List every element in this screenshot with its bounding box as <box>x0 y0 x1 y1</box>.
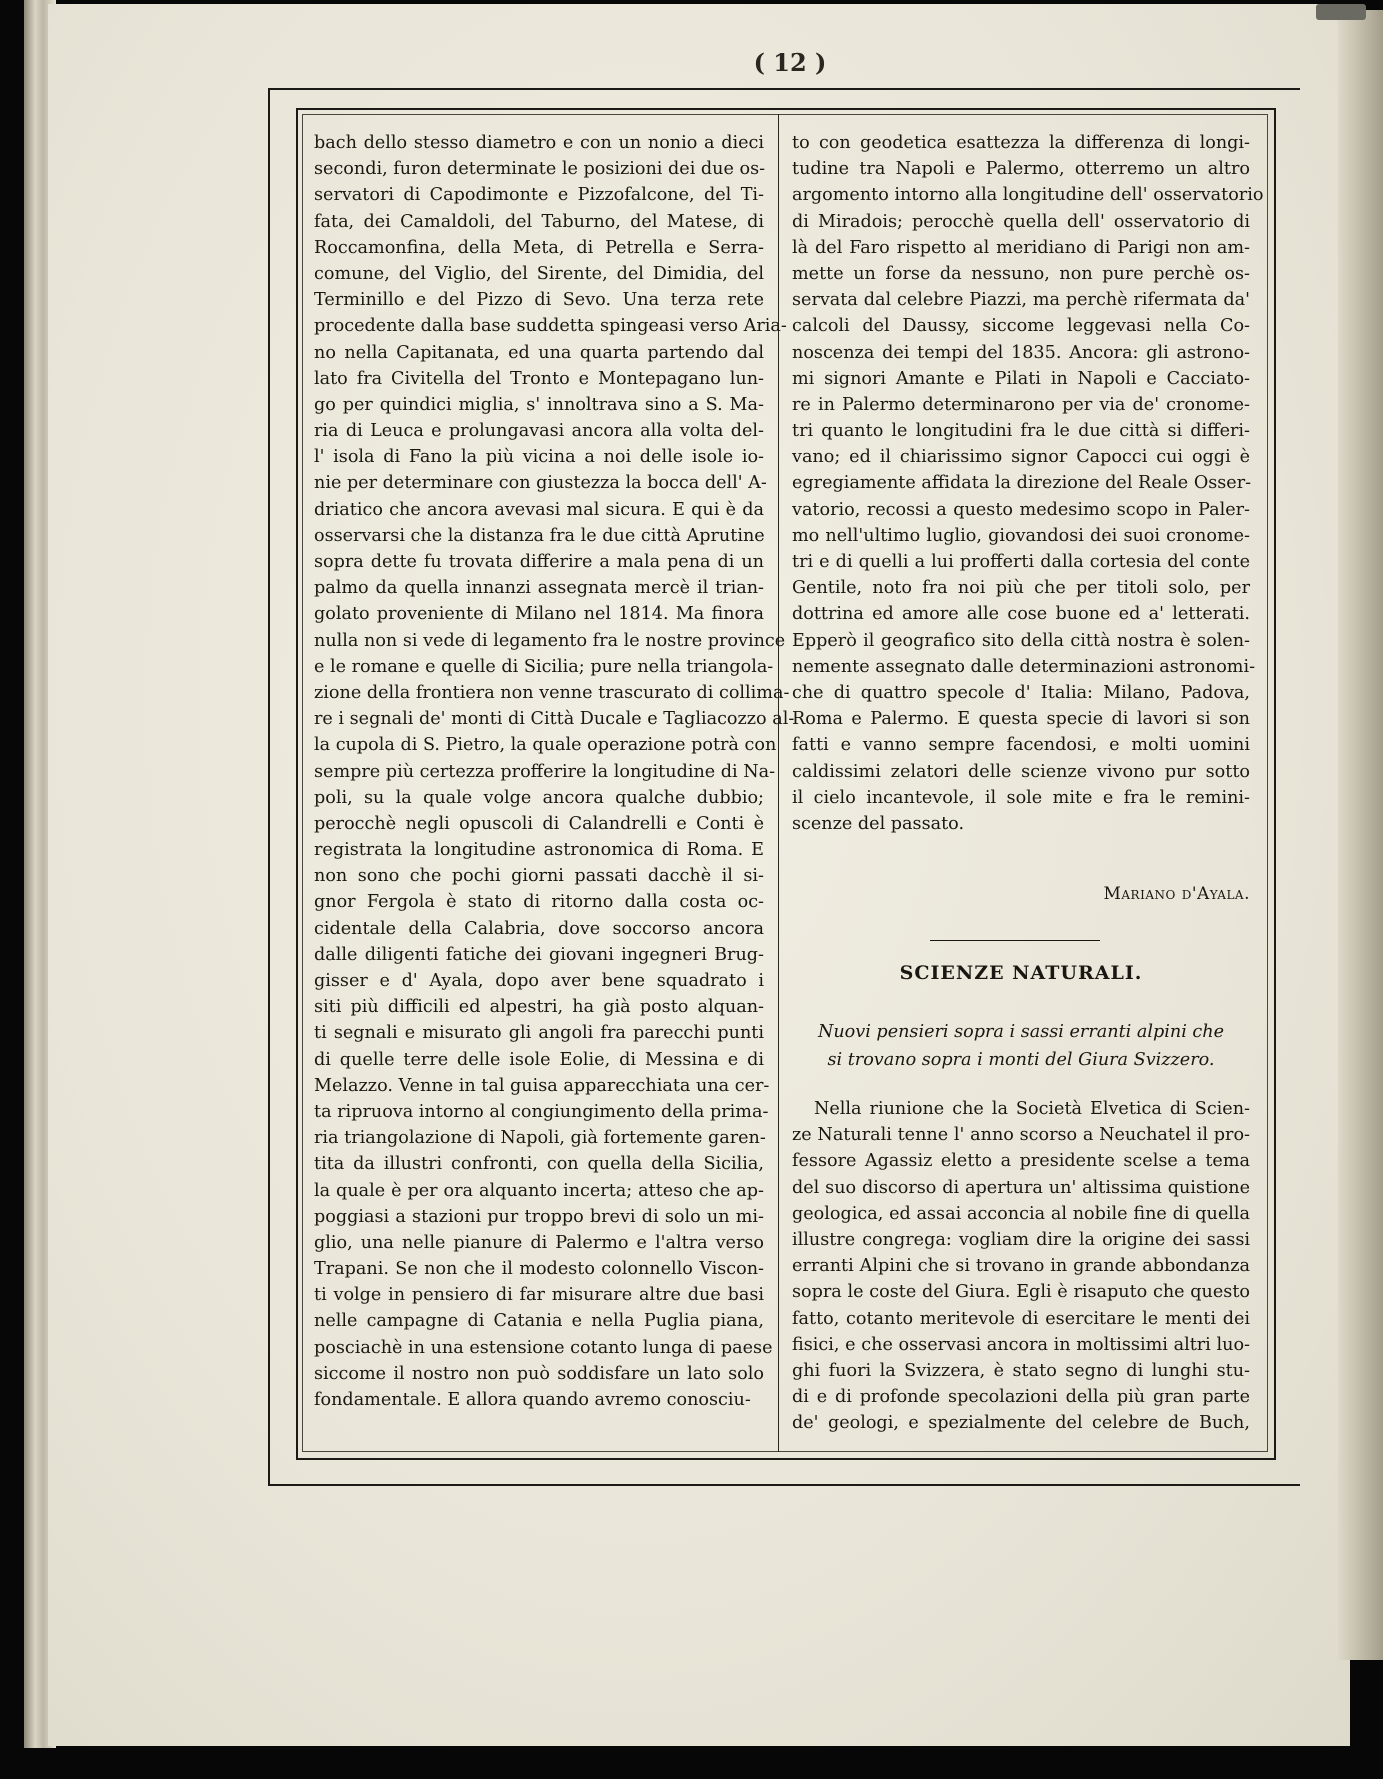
text-line: ta ripruova intorno al congiungimento della prima- <box>314 1101 769 1122</box>
text-line: driatico che ancora avevasi mal sicura. E qui è da <box>314 499 764 520</box>
text-line: di quelle terre delle isole Eolie, di Messina e di <box>314 1049 764 1070</box>
article-title-line: Nuovi pensieri sopra i sassi erranti alpini che <box>817 1022 1225 1042</box>
text-line: fatti e vanno sempre facendosi, e molti uomini <box>792 735 1250 756</box>
article-title <box>792 1018 1250 1074</box>
text-line: illustre congrega: vogliam dire la origine dei sassi <box>792 1229 1250 1250</box>
text-line: noscenza dei tempi del 1835. Ancora: gli astrono- <box>792 342 1250 363</box>
text-line: vano; ed il chiarissimo signor Capocci cui oggi è <box>792 447 1250 468</box>
text-line: Trapani. Se non che il modesto colonnello Viscon- <box>314 1259 764 1280</box>
text-line: re in Palermo determinarono per via de' cronome- <box>792 394 1250 415</box>
text-line: nemente assegnato dalle determinazioni astronomi- <box>792 656 1256 677</box>
text-line: del suo discorso di apertura un' altissima quistione <box>792 1177 1250 1198</box>
text-line: là del Faro rispetto al meridiano di Parigi non am- <box>792 237 1250 258</box>
left-column <box>314 130 795 1413</box>
text-line: mo nell'ultimo luglio, giovandosi dei suoi cronome- <box>792 525 1250 546</box>
text-line: poli, su la quale volge ancora qualche dubbio; <box>314 787 764 808</box>
text-line: siti più difficili ed alpestri, ha già posto alquan- <box>314 997 764 1018</box>
text-line: caldissimi zelatori delle scienze vivono pur sotto <box>792 761 1250 782</box>
text-line: Nella riunione che la Società Elvetica di Scien- <box>814 1099 1250 1119</box>
text-line: fisici, e che osservasi ancora in moltissimi altri luo- <box>792 1334 1250 1355</box>
text-line: dalle diligenti fatiche dei giovani ingegneri Brug- <box>314 944 764 965</box>
facing-page-edge <box>1338 10 1383 1660</box>
text-line: cidentale della Calabria, dove soccorso ancora <box>314 918 764 939</box>
text-line: nie per determinare con giustezza la bocca dell' A- <box>314 473 767 494</box>
column-divider <box>778 114 779 1452</box>
text-line: ria di Leuca e prolungavasi ancora alla volta del- <box>314 421 764 442</box>
text-line: posciachè in una estensione cotanto lunga di paese <box>314 1337 773 1358</box>
text-line: zione della frontiera non venne trascurato di collima- <box>314 682 790 703</box>
text-line: vatorio, recossi a questo medesimo scopo in Paler- <box>792 499 1250 520</box>
author-signature: Mariano d'Ayala. <box>1103 884 1250 904</box>
text-line: tri quanto le longitudini fra le due città si differi- <box>792 421 1250 442</box>
text-line: glio, una nelle pianure di Palermo e l'altra verso <box>314 1232 764 1253</box>
article-title-line: si trovano sopra i monti del Giura Svizzero. <box>827 1050 1215 1070</box>
text-line: non sono che pochi giorni passati dacchè il si- <box>314 866 764 887</box>
text-line: ze Naturali tenne l' anno scorso a Neuchatel il pro- <box>792 1125 1250 1146</box>
text-line: ti segnali e misurato gli angoli fra parecchi punti <box>314 1023 764 1044</box>
text-line: mette un forse da nessuno, non pure perchè os- <box>792 263 1250 284</box>
text-line: Roma e Palermo. E questa specie di lavori si son <box>792 709 1250 730</box>
text-line: re i segnali de' monti di Città Ducale e Tagliacozzo al- <box>314 709 795 730</box>
text-line: procedente dalla base suddetta spingeasi verso Aria- <box>314 316 787 337</box>
right-column <box>792 130 1264 837</box>
article-body <box>792 1096 1250 1436</box>
text-line: sopra le coste del Giura. Egli è risaputo che questo <box>792 1282 1250 1303</box>
section-title: SCIENZE NATURALI. <box>899 962 1143 984</box>
text-line: nelle campagne di Catania e nella Puglia piana, <box>314 1311 764 1332</box>
page-number: ( 12 ) <box>753 48 827 77</box>
text-line: tudine tra Napoli e Palermo, otterremo un altro <box>792 159 1250 180</box>
text-line: servatori di Capodimonte e Pizzofalcone, del Ti- <box>314 185 764 206</box>
text-line: perocchè negli opuscoli di Calandrelli e Conti è <box>314 813 764 834</box>
text-line: la cupola di S. Pietro, la quale operazione potrà con <box>314 735 777 756</box>
text-line: de' geologi, e spezialmente del celebre de Buch, <box>792 1413 1250 1434</box>
text-line: Roccamonfina, della Meta, di Petrella e Serra- <box>314 237 764 258</box>
text-line: fatto, cotanto meritevole di esercitare le menti dei <box>792 1308 1250 1329</box>
text-line: no nella Capitanata, ed una quarta partendo dal <box>314 342 764 363</box>
text-line: registrata la longitudine astronomica di Roma. E <box>314 840 764 861</box>
text-line: che di quattro specole d' Italia: Milano, Padova, <box>792 682 1250 703</box>
text-line: ria triangolazione di Napoli, già fortemente garen- <box>314 1128 766 1149</box>
text-line: lato fra Civitella del Tronto e Montepagano lun- <box>314 368 764 389</box>
text-line: di e di profonde specolazioni della più gran parte <box>792 1387 1250 1408</box>
text-line: siccome il nostro non può soddisfare un lato solo <box>314 1363 764 1384</box>
text-line: egregiamente affidata la direzione del Reale Osser- <box>792 473 1252 494</box>
text-line: fessore Agassiz eletto a presidente scelse a tema <box>792 1151 1250 1172</box>
text-line: fondamentale. E allora quando avremo conosciu- <box>314 1390 751 1410</box>
text-line: sopra dette fu trovata differire a mala pena di un <box>314 552 764 572</box>
text-line: mi signori Amante e Pilati in Napoli e Cacciato- <box>792 368 1250 389</box>
text-line: tita da illustri confronti, con quella della Sicilia, <box>314 1154 764 1175</box>
text-line: tri e di quelli a lui profferti dalla cortesia del conte <box>792 552 1250 572</box>
text-line: argomento intorno alla longitudine dell' osservatorio <box>792 185 1264 206</box>
text-line: geologica, ed assai acconcia al nobile fine di quella <box>792 1203 1250 1224</box>
text-line: Gentile, noto fra noi più che per titoli solo, per <box>792 578 1250 599</box>
text-line: la quale è per ora alquanto incerta; atteso che ap- <box>314 1180 764 1201</box>
text-line: e le romane e quelle di Sicilia; pure nella triangola- <box>314 656 774 677</box>
text-line: dottrina ed amore alle cose buone ed a' letterati. <box>792 604 1250 625</box>
text-line: scenze del passato. <box>792 813 965 834</box>
text-line: Melazzo. Venne in tal guisa apparecchiata una cer- <box>314 1075 770 1096</box>
text-line: comune, del Viglio, del Sirente, del Dimidia, del <box>314 263 764 284</box>
text-line: gnor Fergola è stato di ritorno dalla costa oc- <box>314 892 764 913</box>
text-line: ti volge in pensiero di far misurare altre due basi <box>314 1285 764 1306</box>
text-line: osservarsi che la distanza fra le due città Aprutine <box>314 525 765 546</box>
text-line: fata, dei Camaldoli, del Taburno, del Matese, di <box>314 211 764 232</box>
text-line: golato proveniente di Milano nel 1814. Ma finora <box>314 604 764 625</box>
text-line: palmo da quella innanzi assegnata mercè il trian- <box>314 578 764 599</box>
page-clip <box>1316 4 1366 20</box>
text-line: nulla non si vede di legamento fra le nostre province <box>314 630 786 651</box>
text-line: servata dal celebre Piazzi, ma perchè rifermata da' <box>792 290 1250 311</box>
text-line: bach dello stesso diametro e con un nonio a dieci <box>314 133 764 153</box>
text-line: gisser e d' Ayala, dopo aver bene squadrato i <box>314 971 764 991</box>
text-line: secondi, furon determinate le posizioni dei due os- <box>314 159 766 180</box>
text-line: ghi fuori la Svizzera, è stato segno di lunghi stu- <box>792 1360 1250 1381</box>
text-line: go per quindici miglia, s' innoltrava sino a S. Ma- <box>314 394 764 415</box>
section-rule <box>930 940 1100 941</box>
text-line: il cielo incantevole, il sole mite e fra le remini- <box>792 787 1250 808</box>
text-line: l' isola di Fano la più vicina a noi delle isole io- <box>314 447 764 468</box>
text-line: erranti Alpini che si trovano in grande abbondanza <box>792 1256 1250 1277</box>
text-line: Terminillo e del Pizzo di Sevo. Una terza rete <box>314 290 764 311</box>
text-line: poggiasi a stazioni pur troppo brevi di solo un mi- <box>314 1206 764 1227</box>
text-line: sempre più certezza profferire la longitudine di Na- <box>314 761 776 782</box>
text-line: di Miradois; perocchè quella dell' osservatorio di <box>792 211 1250 232</box>
text-line: to con geodetica esattezza la differenza di longi- <box>792 133 1250 153</box>
text-line: calcoli del Daussy, siccome leggevasi nella Co- <box>792 316 1250 337</box>
text-line: Epperò il geografico sito della città nostra è solen- <box>792 630 1250 651</box>
